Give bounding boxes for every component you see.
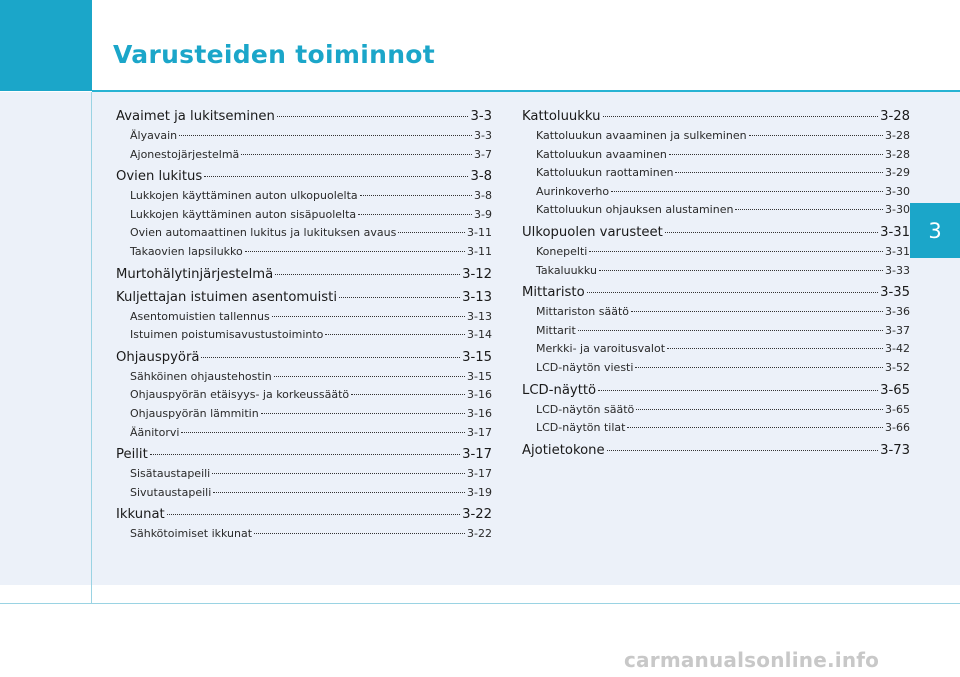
entry-page-number: 3-11 <box>467 244 492 258</box>
toc-subentry[interactable] <box>522 127 910 146</box>
entry-page-number: 3-65 <box>885 402 910 416</box>
entry-page-number: 3-14 <box>467 328 492 342</box>
entry-page-number: 3-42 <box>885 342 910 356</box>
toc-section-entry[interactable] <box>116 348 492 368</box>
dot-leader <box>254 533 465 534</box>
dot-leader <box>598 390 878 391</box>
entry-page-number: 3-9 <box>474 207 492 221</box>
toc-subentry[interactable] <box>116 243 492 262</box>
toc-column-right <box>522 104 910 461</box>
toc-subentry[interactable] <box>116 368 492 387</box>
dot-leader <box>667 348 883 349</box>
entry-label: Älyavain <box>130 129 178 142</box>
entry-page-number: 3-11 <box>467 226 492 240</box>
entry-page-number: 3-12 <box>462 266 492 282</box>
entry-page-number: 3-31 <box>885 244 910 258</box>
dot-leader <box>589 251 883 252</box>
entry-page-number: 3-13 <box>467 309 492 323</box>
toc-subentry[interactable] <box>116 326 492 345</box>
toc-subentry[interactable] <box>522 303 910 322</box>
dot-leader <box>274 376 465 377</box>
toc-subentry[interactable] <box>522 401 910 420</box>
dot-leader <box>275 274 460 275</box>
entry-page-number: 3-30 <box>885 184 910 198</box>
entry-page-number: 3-3 <box>474 129 492 142</box>
toc-subentry[interactable] <box>522 146 910 165</box>
entry-label: Kattoluukun avaaminen <box>536 147 667 161</box>
dot-leader <box>603 116 879 117</box>
dot-leader <box>735 209 883 210</box>
toc-section-entry[interactable] <box>522 107 910 127</box>
entry-label: Kattoluukku <box>522 109 601 124</box>
entry-label: Takaovien lapsilukko <box>130 244 243 258</box>
toc-subentry[interactable] <box>116 525 492 544</box>
toc-section-entry[interactable] <box>522 283 910 303</box>
entry-page-number: 3-3 <box>470 109 492 124</box>
entry-page-number: 3-17 <box>462 447 492 463</box>
entry-label: LCD-näytön viesti <box>536 360 634 374</box>
entry-page-number: 3-15 <box>462 349 492 365</box>
entry-label: Ohjauspyörä <box>116 349 200 365</box>
dot-leader <box>261 413 465 414</box>
entry-label: Mittarit <box>536 323 576 337</box>
dot-leader <box>325 334 465 335</box>
entry-page-number: 3-8 <box>474 189 492 203</box>
entry-page-number: 3-15 <box>467 369 492 383</box>
toc-subentry[interactable] <box>116 308 492 327</box>
entry-label: LCD-näytön tilat <box>536 421 626 435</box>
dot-leader <box>669 154 883 155</box>
margin-line <box>91 92 92 604</box>
toc-subentry[interactable] <box>116 484 492 503</box>
dot-leader <box>241 154 472 155</box>
chapter-color-block <box>0 0 92 91</box>
entry-label: Konepelti <box>536 244 588 258</box>
entry-label: Äänitorvi <box>130 425 180 439</box>
entry-page-number: 3-17 <box>467 425 492 439</box>
entry-label: Sähköinen ohjaustehostin <box>130 369 272 383</box>
entry-label: Mittariston säätö <box>536 305 629 319</box>
dot-leader <box>167 514 460 515</box>
dot-leader <box>179 135 472 136</box>
toc-section-entry[interactable] <box>116 505 492 525</box>
dot-leader <box>272 316 465 317</box>
toc-section-entry[interactable] <box>116 107 492 127</box>
entry-page-number: 3-13 <box>462 289 492 305</box>
entry-label: Kuljettajan istuimen asentomuisti <box>116 289 337 305</box>
footer-rule <box>0 603 960 604</box>
entry-label: Lukkojen käyttäminen auton ulkopuolelta <box>130 189 358 203</box>
toc-subentry[interactable] <box>522 243 910 262</box>
toc-section-entry[interactable] <box>522 441 910 461</box>
entry-label: Peilit <box>116 447 148 463</box>
entry-page-number: 3-66 <box>885 421 910 435</box>
dot-leader <box>204 176 468 177</box>
dot-leader <box>181 432 465 433</box>
entry-label: Merkki- ja varoitusvalot <box>536 342 666 356</box>
dot-leader <box>611 191 883 192</box>
entry-label: Ohjauspyörän etäisyys- ja korkeussäätö <box>130 388 350 402</box>
entry-label: Ohjauspyörän lämmitin <box>130 406 259 420</box>
toc-section-entry[interactable] <box>522 381 910 401</box>
toc-column-left <box>116 104 492 544</box>
toc-subentry[interactable] <box>116 386 492 405</box>
watermark: carmanualsonline.info <box>624 648 880 672</box>
dot-leader <box>635 367 883 368</box>
entry-page-number: 3-35 <box>880 285 910 301</box>
dot-leader <box>749 135 883 136</box>
toc-subentry[interactable] <box>116 127 492 146</box>
entry-label: Ajonestojärjestelmä <box>130 147 240 161</box>
entry-label: Murtohälytinjärjestelmä <box>116 266 274 282</box>
entry-label: Sivutaustapeili <box>130 485 212 499</box>
dot-leader <box>358 214 472 215</box>
dot-leader <box>665 232 878 233</box>
toc-subentry[interactable] <box>522 359 910 378</box>
entry-page-number: 3-36 <box>885 305 910 319</box>
dot-leader <box>627 427 883 428</box>
entry-page-number: 3-31 <box>880 224 910 240</box>
entry-page-number: 3-29 <box>885 166 910 180</box>
entry-page-number: 3-8 <box>470 169 492 185</box>
entry-label: Ovien lukitus <box>116 169 203 185</box>
dot-leader <box>360 195 472 196</box>
entry-page-number: 3-28 <box>885 147 910 161</box>
chapter-tab[interactable]: 3 <box>910 203 960 258</box>
dot-leader <box>578 330 883 331</box>
dot-leader <box>636 409 883 410</box>
toc-subentry[interactable] <box>116 465 492 484</box>
toc-subentry[interactable] <box>522 322 910 341</box>
entry-page-number: 3-7 <box>474 147 492 161</box>
entry-label: Sisätaustapeili <box>130 467 211 481</box>
entry-page-number: 3-22 <box>467 527 492 541</box>
dot-leader <box>398 232 465 233</box>
dot-leader <box>351 394 465 395</box>
toc-subentry[interactable] <box>116 405 492 424</box>
toc-subentry[interactable] <box>116 146 492 165</box>
entry-label: Avaimet ja lukitseminen <box>116 109 275 124</box>
entry-label: Kattoluukun raottaminen <box>536 166 674 180</box>
dot-leader <box>599 270 883 271</box>
entry-label: Takaluukku <box>536 263 597 277</box>
page-title: Varusteiden toiminnot <box>113 40 436 69</box>
entry-label: Kattoluukun avaaminen ja sulkeminen <box>536 129 747 142</box>
entry-label: LCD-näytön säätö <box>536 402 635 416</box>
dot-leader <box>212 473 465 474</box>
dot-leader <box>201 357 460 358</box>
toc-subentry[interactable] <box>116 206 492 225</box>
toc-subentry[interactable] <box>116 187 492 206</box>
entry-page-number: 3-30 <box>885 203 910 217</box>
entry-page-number: 3-65 <box>880 382 910 398</box>
entry-label: Aurinkoverho <box>536 184 610 198</box>
entry-label: Lukkojen käyttäminen auton sisäpuolelta <box>130 207 357 221</box>
entry-page-number: 3-17 <box>467 467 492 481</box>
dot-leader <box>245 251 465 252</box>
dot-leader <box>213 492 465 493</box>
entry-label: Sähkötoimiset ikkunat <box>130 527 253 541</box>
toc-subentry[interactable] <box>522 262 910 281</box>
entry-page-number: 3-28 <box>885 129 910 142</box>
toc-subentry[interactable] <box>522 419 910 438</box>
dot-leader <box>339 297 460 298</box>
entry-page-number: 3-73 <box>880 442 910 458</box>
entry-label: Mittaristo <box>522 285 585 301</box>
entry-page-number: 3-16 <box>467 388 492 402</box>
dot-leader <box>631 311 883 312</box>
entry-page-number: 3-37 <box>885 323 910 337</box>
entry-page-number: 3-52 <box>885 360 910 374</box>
entry-label: LCD-näyttö <box>522 382 597 398</box>
toc-section-entry[interactable] <box>116 167 492 187</box>
toc-subentry[interactable] <box>116 224 492 243</box>
entry-label: Ulkopuolen varusteet <box>522 224 663 240</box>
toc-subentry[interactable] <box>522 201 910 220</box>
toc-section-entry[interactable] <box>522 223 910 243</box>
dot-leader <box>587 292 878 293</box>
toc-subentry[interactable] <box>116 424 492 443</box>
entry-label: Ovien automaattinen lukitus ja lukituksen avaus <box>130 226 397 240</box>
entry-page-number: 3-28 <box>880 109 910 124</box>
dot-leader <box>675 172 883 173</box>
entry-label: Asentomuistien tallennus <box>130 309 270 323</box>
dot-leader <box>277 116 469 117</box>
toc-section-entry[interactable] <box>116 288 492 308</box>
entry-page-number: 3-19 <box>467 485 492 499</box>
entry-label: Istuimen poistumisavustustoiminto <box>130 328 324 342</box>
dot-leader <box>150 454 460 455</box>
entry-label: Ikkunat <box>116 507 165 523</box>
toc-section-entry[interactable] <box>116 265 492 285</box>
entry-page-number: 3-16 <box>467 406 492 420</box>
toc-subentry[interactable] <box>522 340 910 359</box>
toc-subentry[interactable] <box>522 183 910 202</box>
toc-section-entry[interactable] <box>116 445 492 465</box>
entry-label: Ajotietokone <box>522 442 605 458</box>
entry-page-number: 3-33 <box>885 263 910 277</box>
entry-page-number: 3-22 <box>462 507 492 523</box>
toc-subentry[interactable] <box>522 164 910 183</box>
entry-label: Kattoluukun ohjauksen alustaminen <box>536 203 734 217</box>
dot-leader <box>607 450 878 451</box>
